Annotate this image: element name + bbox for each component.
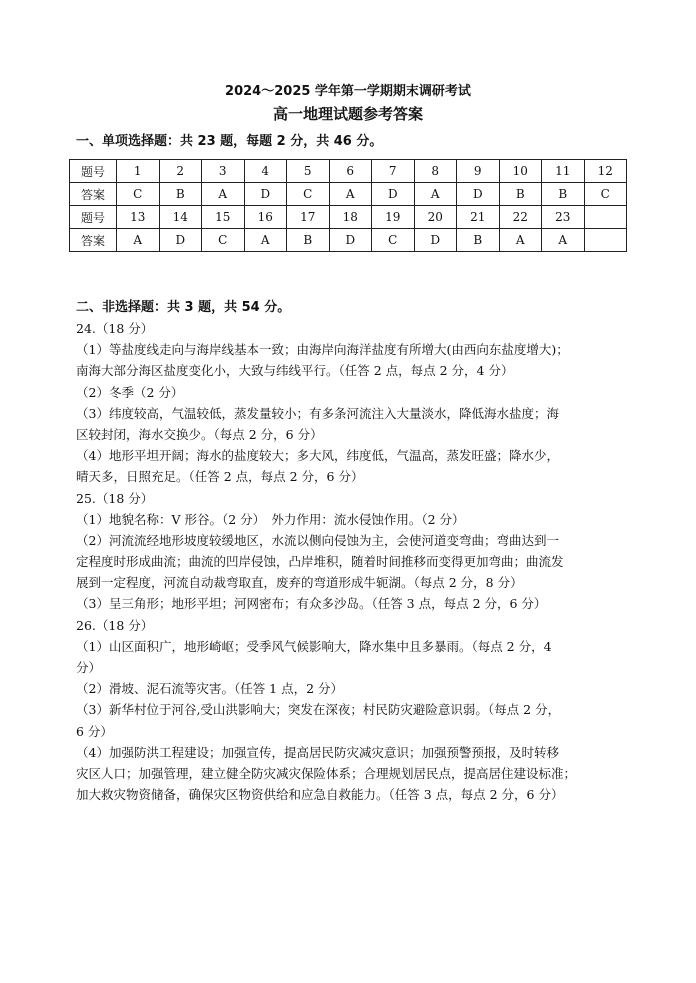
question-number: 5: [287, 160, 330, 183]
question-number: 14: [159, 206, 202, 229]
answer-cell: C: [372, 229, 415, 252]
answer-table: [69, 159, 627, 252]
answer-line: （4）加强防洪工程建设；加强宣传，提高居民防灾减灾意识；加强预警预报，及时转移: [76, 744, 559, 760]
question-number: 16: [244, 206, 287, 229]
question-number: 9: [457, 160, 500, 183]
answer-line: 6 分）: [76, 723, 113, 739]
table-row: [70, 206, 627, 229]
answer-cell: B: [542, 183, 585, 206]
question-number: 23: [542, 206, 585, 229]
section2-heading: 二、非选择题：共 3 题，共 54 分。: [76, 300, 291, 315]
question-number: 22: [499, 206, 542, 229]
answer-cell: A: [542, 229, 585, 252]
question-number: 8: [414, 160, 457, 183]
question-number: 3: [202, 160, 245, 183]
answer-line: 南海大部分海区盐度变化小，大致与纬线平行。（任答 2 点，每点 2 分，4 分）: [76, 363, 514, 379]
answer-line: （3）新华村位于河谷,受山洪影响大；突发在深夜；村民防灾避险意识弱。（每点 2 分，: [76, 702, 561, 718]
question-25-heading: 25.（18 分）: [76, 490, 154, 506]
answer-line: （4）地形平坦开阔；海水的盐度较大；多大风，纬度低，气温高，蒸发旺盛；降水少，: [76, 448, 559, 464]
table-row: [70, 160, 627, 183]
table-row: [70, 229, 627, 252]
row-label-question: 题号: [70, 160, 117, 183]
question-number: 20: [414, 206, 457, 229]
section1-heading: 一、单项选择题：共 23 题，每题 2 分，共 46 分。: [76, 134, 383, 149]
question-number: 15: [202, 206, 245, 229]
question-number: 13: [117, 206, 160, 229]
exam-subtitle: 高一地理试题参考答案: [272, 105, 423, 123]
question-number: 2: [159, 160, 202, 183]
section2-content: [76, 318, 626, 805]
answer-cell: C: [287, 183, 330, 206]
answer-line: （3）纬度较高，气温较低，蒸发量较小；有多条河流注入大量淡水，降低海水盐度；海: [76, 405, 559, 421]
exam-title: 2024～2025 学年第一学期期末调研考试: [225, 84, 471, 99]
answer-cell: B: [159, 183, 202, 206]
question-number: 10: [499, 160, 542, 183]
answer-line: 区较封闭，海水交换少。（每点 2 分，6 分）: [76, 426, 323, 442]
row-label-answer: 答案: [70, 229, 117, 252]
answer-cell: A: [244, 229, 287, 252]
question-24-heading: 24.（18 分）: [76, 321, 154, 336]
answer-cell: D: [329, 229, 372, 252]
question-number: 6: [329, 160, 372, 183]
answer-line: 分）: [76, 660, 102, 675]
answer-line: 灾区人口；加强管理，建立健全防灾减灾保险体系；合理规划居民点，提高居住建设标准；: [76, 765, 577, 781]
answer-cell: D: [159, 229, 202, 252]
answer-cell: C: [202, 229, 245, 252]
answer-cell: A: [414, 183, 457, 206]
question-number: 21: [457, 206, 500, 229]
question-number: 7: [372, 160, 415, 183]
answer-line: 晴天多，日照充足。（任答 2 点，每点 2 分，6 分）: [76, 469, 364, 485]
answer-cell: D: [457, 183, 500, 206]
answer-cell: A: [202, 183, 245, 206]
answer-line: 展到一定程度，河流自动裁弯取直，废弃的弯道形成牛轭湖。（每点 2 分，8 分）: [76, 575, 523, 591]
answer-cell: B: [287, 229, 330, 252]
question-number: 12: [584, 160, 627, 183]
question-number: 18: [329, 206, 372, 229]
answer-line: （1）山区面积广，地形崎岖；受季风气候影响大，降水集中且多暴雨。（每点 2 分，4: [76, 638, 552, 654]
answer-cell: D: [244, 183, 287, 206]
answer-cell: C: [117, 183, 160, 206]
answer-line: 定程度时形成曲流；曲流的凹岸侵蚀，凸岸堆积，随着时间推移而变得更加弯曲；曲流发: [76, 554, 564, 570]
answer-cell: D: [414, 229, 457, 252]
table-row: [70, 183, 627, 206]
answer-line: （2）滑坡、泥石流等灾害。（任答 1 点，2 分）: [76, 681, 344, 697]
answer-line: （3）呈三角形；地形平坦；河网密布；有众多沙岛。（任答 3 点，每点 2 分，6 分）: [76, 596, 547, 612]
answer-line: （1）地貌名称：V 形谷。（2 分） 外力作用：流水侵蚀作用。（2 分）: [76, 511, 465, 527]
answer-line: （2）河流流经地形坡度较缓地区，水流以侧向侵蚀为主，会使河道变弯曲；弯曲达到一: [76, 532, 559, 548]
question-number: 17: [287, 206, 330, 229]
answer-line: （1）等盐度线走向与海岸线基本一致；由海岸向海洋盐度有所增大(由西向东盐度增大)；: [76, 342, 569, 358]
row-label-answer: 答案: [70, 183, 117, 206]
answer-cell: D: [372, 183, 415, 206]
answer-cell: A: [499, 229, 542, 252]
question-number: 1: [117, 160, 160, 183]
answer-cell: B: [499, 183, 542, 206]
answer-cell: [584, 229, 627, 252]
answer-line: （2）冬季（2 分）: [76, 384, 184, 400]
question-number: [584, 206, 627, 229]
answer-line: 加大救灾物资储备，确保灾区物资供给和应急自救能力。（任答 3 点，每点 2 分，6 分）: [76, 787, 564, 803]
answer-cell: A: [117, 229, 160, 252]
row-label-question: 题号: [70, 206, 117, 229]
question-number: 4: [244, 160, 287, 183]
question-26-heading: 26.（18 分）: [76, 617, 154, 633]
question-number: 11: [542, 160, 585, 183]
answer-cell: A: [329, 183, 372, 206]
question-number: 19: [372, 206, 415, 229]
answer-cell: C: [584, 183, 627, 206]
answer-cell: B: [457, 229, 500, 252]
